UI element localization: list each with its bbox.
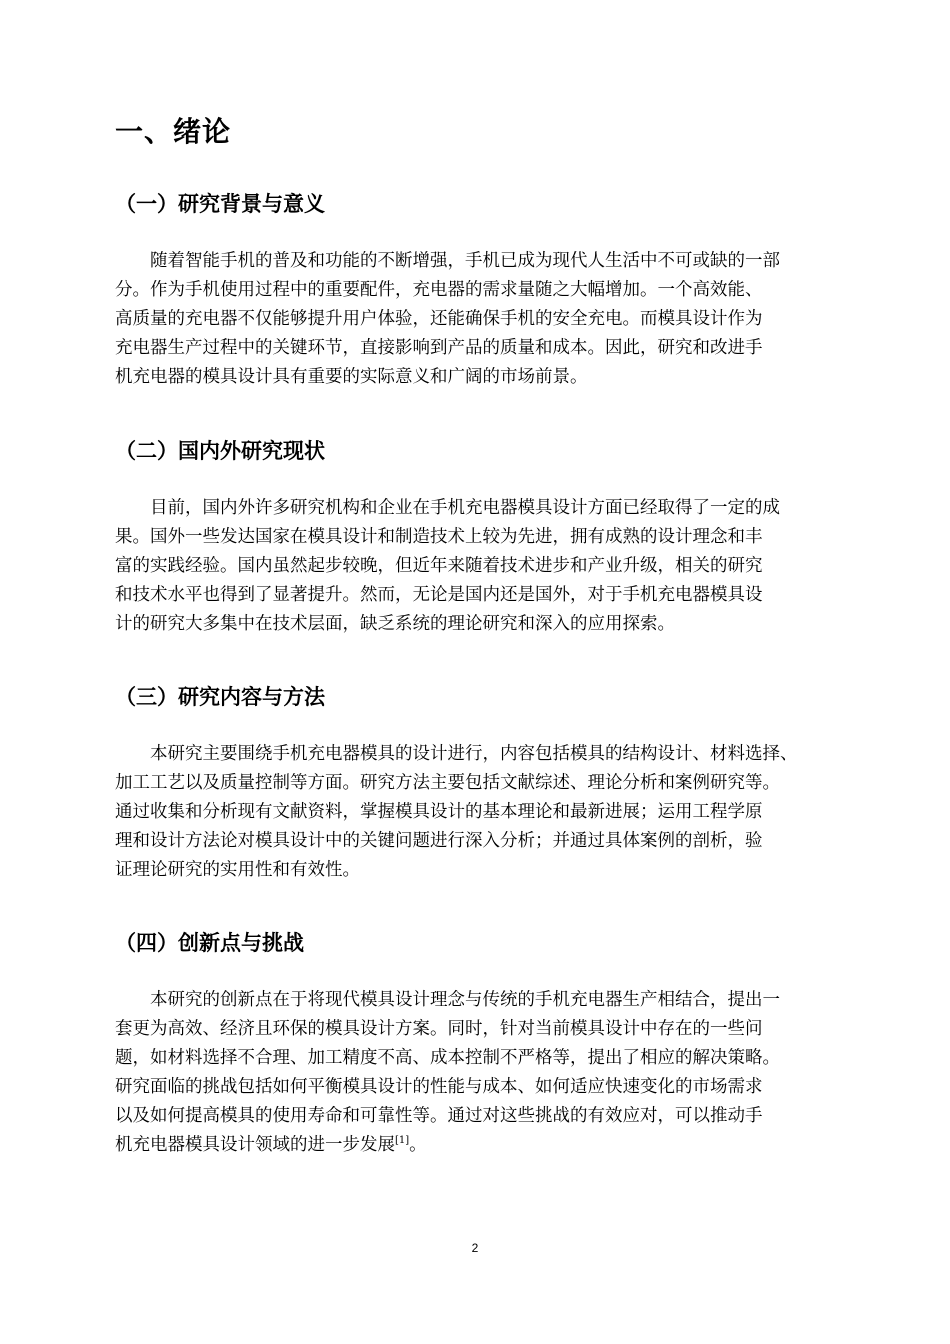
- text-line: 目前，国内外许多研究机构和企业在手机充电器模具设计方面已经取得了一定的成: [150, 498, 780, 518]
- citation-reference[interactable]: [1]: [395, 1135, 410, 1146]
- text-line: 以及如何提高模具的使用寿命和可靠性等。通过对这些挑战的有效应对，可以推动手: [115, 1106, 763, 1126]
- section-heading-research-status: （二）国内外研究现状: [115, 439, 325, 463]
- text-line: 充电器生产过程中的关键环节，直接影响到产品的质量和成本。因此，研究和改进手: [115, 338, 763, 358]
- text-line-body: 机充电器模具设计领域的进一步发展: [115, 1135, 395, 1155]
- text-line: 通过收集和分析现有文献资料，掌握模具设计的基本理论和最新进展；运用工程学原: [115, 802, 763, 822]
- text-line: 研究面临的挑战包括如何平衡模具设计的性能与成本、如何适应快速变化的市场需求: [115, 1077, 763, 1097]
- text-line: 套更为高效、经济且环保的模具设计方案。同时，针对当前模具设计中存在的一些问: [115, 1019, 763, 1039]
- section-heading-innovation-challenges: （四）创新点与挑战: [115, 931, 304, 955]
- text-line: 理和设计方法论对模具设计中的关键问题进行深入分析；并通过具体案例的剖析，验: [115, 831, 763, 851]
- section-heading-content-methods: （三）研究内容与方法: [115, 685, 325, 709]
- text-line: 证理论研究的实用性和有效性。: [115, 860, 360, 880]
- text-line-last: [115, 1131, 837, 1160]
- page-number: 2: [471, 1241, 479, 1255]
- text-line: 和技术水平也得到了显著提升。然而，无论是国内还是国外，对于手机充电器模具设: [115, 585, 763, 605]
- text-line: 随着智能手机的普及和功能的不断增强，手机已成为现代人生活中不可或缺的一部: [150, 251, 780, 271]
- text-line: 富的实践经验。国内虽然起步较晚，但近年来随着技术进步和产业升级，相关的研究: [115, 556, 763, 576]
- paragraph-background: [115, 247, 837, 392]
- text-line: 高质量的充电器不仅能够提升用户体验，还能确保手机的安全充电。而模具设计作为: [115, 309, 763, 329]
- text-line: 计的研究大多集中在技术层面，缺乏系统的理论研究和深入的应用探索。: [115, 614, 675, 634]
- text-line: 题，如材料选择不合理、加工精度不高、成本控制不严格等，提出了相应的解决策略。: [115, 1048, 780, 1068]
- section-heading-background: （一）研究背景与意义: [115, 192, 325, 216]
- paragraph-content-methods: [115, 740, 837, 885]
- text-line: 本研究主要围绕手机充电器模具的设计进行，内容包括模具的结构设计、材料选择、: [150, 744, 798, 764]
- paragraph-innovation-challenges: [115, 986, 837, 1160]
- text-line: 分。作为手机使用过程中的重要配件，充电器的需求量随之大幅增加。一个高效能、: [115, 280, 763, 300]
- text-line: 机充电器的模具设计具有重要的实际意义和广阔的市场前景。: [115, 367, 588, 387]
- text-line: 本研究的创新点在于将现代模具设计理念与传统的手机充电器生产相结合，提出一: [150, 990, 780, 1010]
- sentence-end-punctuation: 。: [409, 1135, 427, 1155]
- text-line: 加工工艺以及质量控制等方面。研究方法主要包括文献综述、理论分析和案例研究等。: [115, 773, 780, 793]
- text-line: 果。国外一些发达国家在模具设计和制造技术上较为先进，拥有成熟的设计理念和丰: [115, 527, 763, 547]
- chapter-title: 一、绪论: [115, 115, 232, 148]
- paragraph-research-status: [115, 494, 837, 639]
